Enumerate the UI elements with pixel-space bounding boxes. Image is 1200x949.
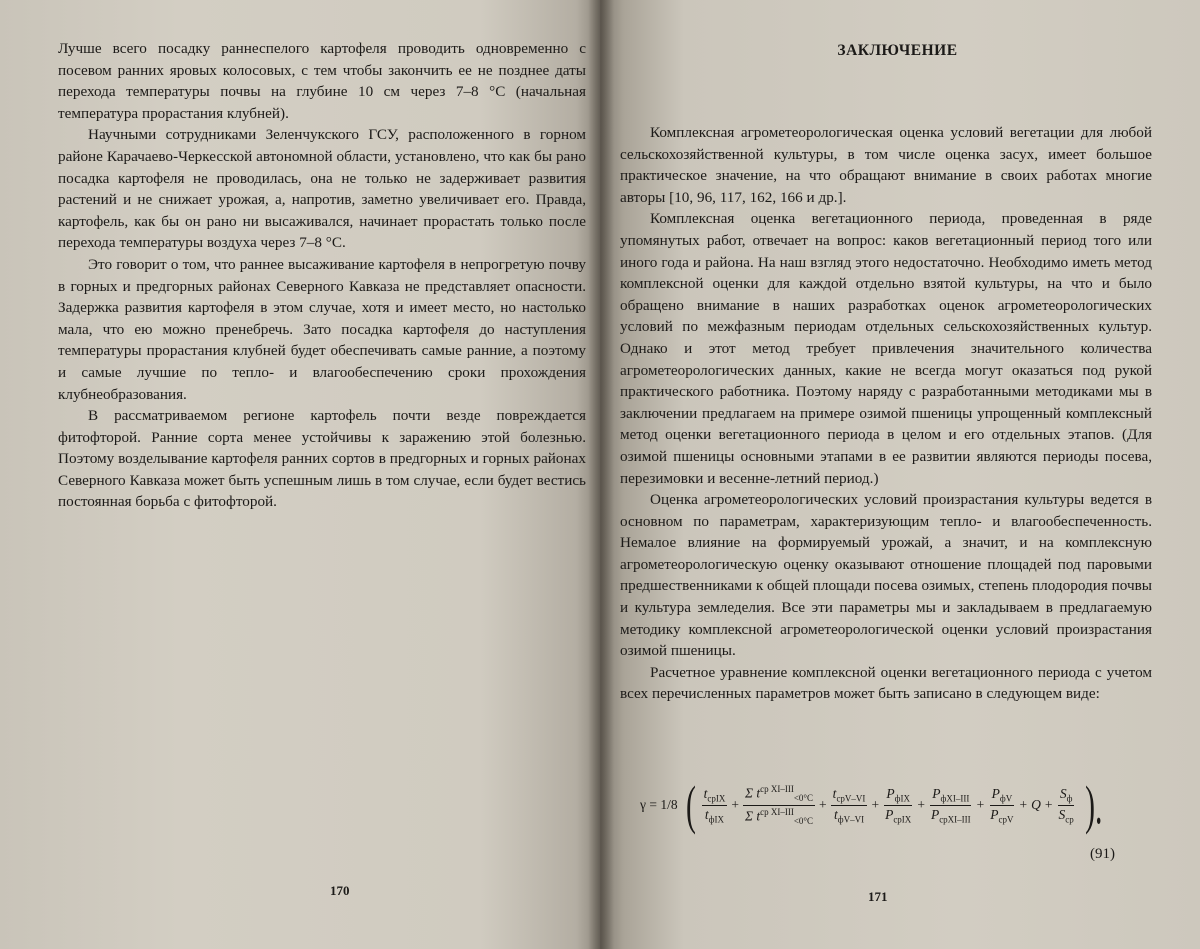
paragraph: Научными сотрудниками Зеленчукского ГСУ, расположенного в горном районе Карачаево-Черкесской автономной области, установлено, что как бы рано посадка картофеля не проводилась, она не только не задерживает развития растений и не снижает урожая, а, напротив, заметно увеличивает его. Правда, картофель, как бы он рано ни высаживался, начинает прорастать только после перехода температуры воздуха через 7–8 °С. xyxy=(58,126,586,252)
plus-sign: + xyxy=(917,797,925,812)
plus-sign: + xyxy=(1044,797,1053,812)
left-page-text xyxy=(58,38,586,513)
right-page-text xyxy=(620,122,1152,705)
plus-sign: + xyxy=(1019,797,1028,812)
paragraph: Это говорит о том, что раннее высаживание картофеля в непрогретую почву в горных и предгорных районах Северного Кавказа не представляет опасности. Задержка развития картофеля в этом случае, хотя и имеет место, но настолько мала, что ею можно пренебречь. Зато посадка картофеля до наступления температуры прорастания клубней будет обеспечивать самые ранние, а поэтому и самые лучшие по тепло- и влагообеспечению сроки прохождения клубнеобразования. xyxy=(58,255,586,403)
equation-lhs: γ = 1/8 xyxy=(640,797,678,812)
plus-sign: + xyxy=(871,797,880,812)
paragraph: Лучше всего посадку раннеспелого картофеля проводить одновременно с посевом ранних яровых колосовых, с тем чтобы закончить ее не позднее даты перехода температуры почвы на глубине 10 см через 7–8 °С (начальная температура прорастания клубней). xyxy=(58,40,586,122)
page-number-left: 170 xyxy=(330,883,350,898)
fraction-term: $\frac{P_{фV}}{P_{срV}}$ xyxy=(990,785,1014,825)
close-paren: ). xyxy=(1084,775,1103,835)
fraction-term: $\frac{S_ф}{S_{ср}}$ xyxy=(1058,785,1074,825)
fraction-term: $\frac{t_{срIX}}{t_{фIX}}$ xyxy=(703,785,726,825)
plus-sign: + xyxy=(731,797,739,812)
plus-sign: + xyxy=(819,797,827,812)
paragraph: Комплексная агрометеорологическая оценка условий вегетации для любой сельскохозяйственной культуры, в том числе оценка засух, имеет большое практическое значение, на что обращают внимание в своих работах многие авторы [10, 96, 117, 162, 166 и др.]. xyxy=(620,124,1152,206)
fraction-term: $\frac{P_{фXI-III}}{P_{срXI-III}}$ xyxy=(930,785,971,825)
fraction-term: $\frac{t_{срV-VI}}{t_{фV-VI}}$ xyxy=(832,785,866,825)
q-term: Q xyxy=(1031,797,1041,812)
page-number-right: 171 xyxy=(868,889,888,904)
open-paren: ( xyxy=(685,775,696,835)
fraction-term: $\frac{\Sigma t^{ср XI-III}_{<0^\circ C}}{\Sigma t^{ср XI-III}_{<0^\circ C}}$ xyxy=(744,784,814,826)
paragraph: В рассматриваемом регионе картофель почти везде повреждается фитофторой. Ранние сорта менее устойчивы к заражению этой болезнью. Поэтому возделывание картофеля ранних сортов в предгорных и горных районах Северного Кавказа может быть успешным лишь в том случае, если будет вестись постоянная борьба с фитофторой. xyxy=(58,407,586,511)
plus-sign: + xyxy=(976,797,985,812)
book-gutter xyxy=(588,0,614,949)
fraction-term: $\frac{P_{фIX}}{P_{срIX}}$ xyxy=(885,785,912,825)
section-heading: ЗАКЛЮЧЕНИЕ xyxy=(837,42,958,59)
paragraph: Оценка агрометеорологических условий произрастания культуры ведется в основном по параметрам, характеризующим тепло- и влагообеспеченность. Немалое влияние на формируемый урожай, а значит, и на комплексную агрометеорологическую оценку оказывают отношение площадей под паровыми предшественниками к общей площади посева озимых, степень плодородия почвы и культура земледелия. Все эти параметры мы и закладываем в предлагаемую методику комплексной агрометеорологической оценки условий произрастания озимой пшеницы. xyxy=(620,491,1152,660)
equation-number: (91) xyxy=(1090,846,1115,862)
paragraph: Расчетное уравнение комплексной оценки вегетационного периода с учетом всех перечисленных параметров может быть записано в следующем виде: xyxy=(620,663,1152,703)
equation-91 xyxy=(640,770,1180,840)
paragraph: Комплексная оценка вегетационного периода, проведенная в ряде упомянутых работ, отвечает на вопрос: каков вегетационный период того или иного года и района. На наш взгляд этого недостаточно. Необходимо иметь метод комплексной оценки для каждой отдельно взятой культуры, на что и было обращено внимание в наших разработках оценок агрометеорологических условий по межфазным периодам отдельных сельскохозяйственных культур. Однако и этот метод требует привлечения значительного количества агрометеорологических данных, какие не всегда могут оказаться под рукой практического работника. Поэтому наряду с разработанными методиками мы в заключении предлагаем на примере озимой пшеницы упрощенный комплексный метод оценки вегетационного периода в целом и его отдельных этапов. (Для озимой пшеницы основными этапами в ее развитии являются периоды посева, перезимовки и весенне-летний период.) xyxy=(620,210,1152,487)
